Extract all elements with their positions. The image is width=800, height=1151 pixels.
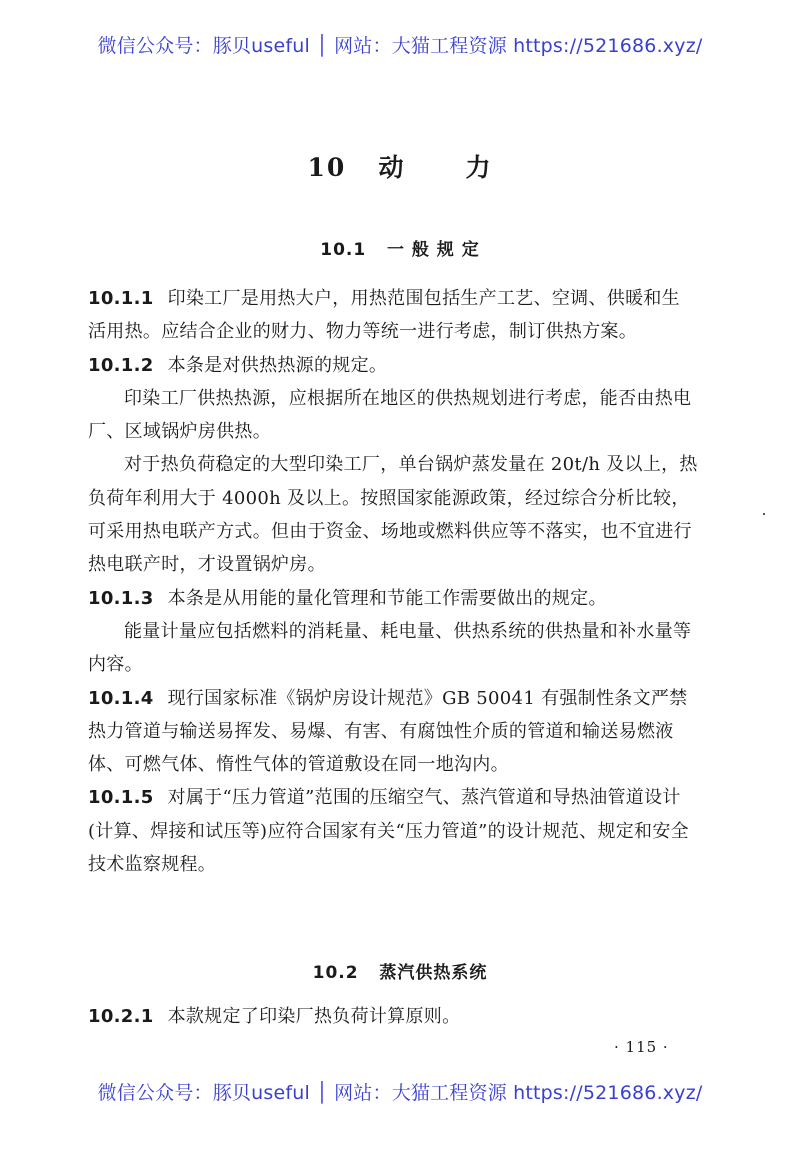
chapter-title-part-1: 动	[378, 153, 406, 182]
clause-text: 本条是对供热热源的规定。	[167, 354, 388, 376]
page-number: · 115 ·	[614, 1038, 669, 1056]
section-heading-10-2	[0, 958, 800, 983]
chapter-number: 10	[307, 153, 347, 182]
watermark-bottom: 微信公众号：豚贝useful │ 网站：大猫工程资源 https://521686.xyz/	[97, 1082, 703, 1104]
clause-text: 现行国家标准《锅炉房设计规范》GB 50041 有强制性条文严禁热力管道与输送易挥发、易爆、有害、有腐蚀性介质的管道和输送易燃液体、可燃气体、惰性气体的管道敷设在同一地沟内。	[88, 687, 688, 776]
clause-10-1-2	[88, 349, 698, 382]
section-body-10-1	[88, 282, 698, 881]
clause-text: 本款规定了印染厂热负荷计算原则。	[167, 1006, 461, 1027]
paragraph: 能量计量应包括燃料的消耗量、耗电量、供热系统的供热量和补水量等内容。	[88, 620, 692, 676]
section-heading-10-1	[0, 235, 800, 260]
paragraph: 印染工厂供热热源，应根据所在地区的供热规划进行考虑，能否由热电厂、区域锅炉房供热。	[88, 387, 692, 443]
clause-10-1-3	[88, 582, 698, 615]
clause-text: 对属于“压力管道”范围的压缩空气、蒸汽管道和导热油管道设计(计算、焊接和试压等)应符合国家有关“压力管道”的设计规范、规定和安全技术监察规程。	[88, 787, 689, 876]
clause-10-2-1	[88, 1000, 698, 1033]
clause-number: 10.2.1	[88, 1006, 154, 1027]
section-number: 10.1	[320, 240, 367, 260]
section-number: 10.2	[312, 963, 359, 983]
watermark-top: 微信公众号：豚贝useful │ 网站：大猫工程资源 https://521686.xyz/	[97, 35, 703, 57]
clause-number: 10.1.2	[88, 354, 154, 376]
section-body-10-2	[88, 1000, 698, 1033]
clause-number: 10.1.4	[88, 687, 154, 709]
clause-10-1-5	[88, 781, 698, 881]
paragraph: 对于热负荷稳定的大型印染工厂，单台锅炉蒸发量在 20t/h 及以上，热负荷年利用大于 4000h 及以上。按照国家能源政策，经过综合分析比较，可采用热电联产方式。但由于资金、场地或燃料供应等不落实，也不宜进行热电联产时，才设置锅炉房。	[88, 454, 698, 576]
clause-number: 10.1.5	[88, 787, 154, 809]
clause-text: 本条是从用能的量化管理和节能工作需要做出的规定。	[167, 587, 607, 609]
clause-10-1-1	[88, 282, 698, 349]
clause-number: 10.1.3	[88, 587, 154, 609]
section-title: 蒸汽供热系统	[379, 963, 488, 983]
section-title: 一 般 规 定	[386, 240, 480, 260]
clause-number: 10.1.1	[88, 288, 154, 309]
clause-10-1-4	[88, 682, 698, 782]
chapter-title	[0, 148, 800, 184]
clause-text: 印染工厂是用热大户，用热范围包括生产工艺、空调、供暖和生活用热。应结合企业的财力、物力等统一进行考虑，制订供热方案。	[88, 288, 680, 343]
chapter-title-part-2: 力	[465, 153, 493, 182]
scan-speck	[763, 513, 765, 515]
